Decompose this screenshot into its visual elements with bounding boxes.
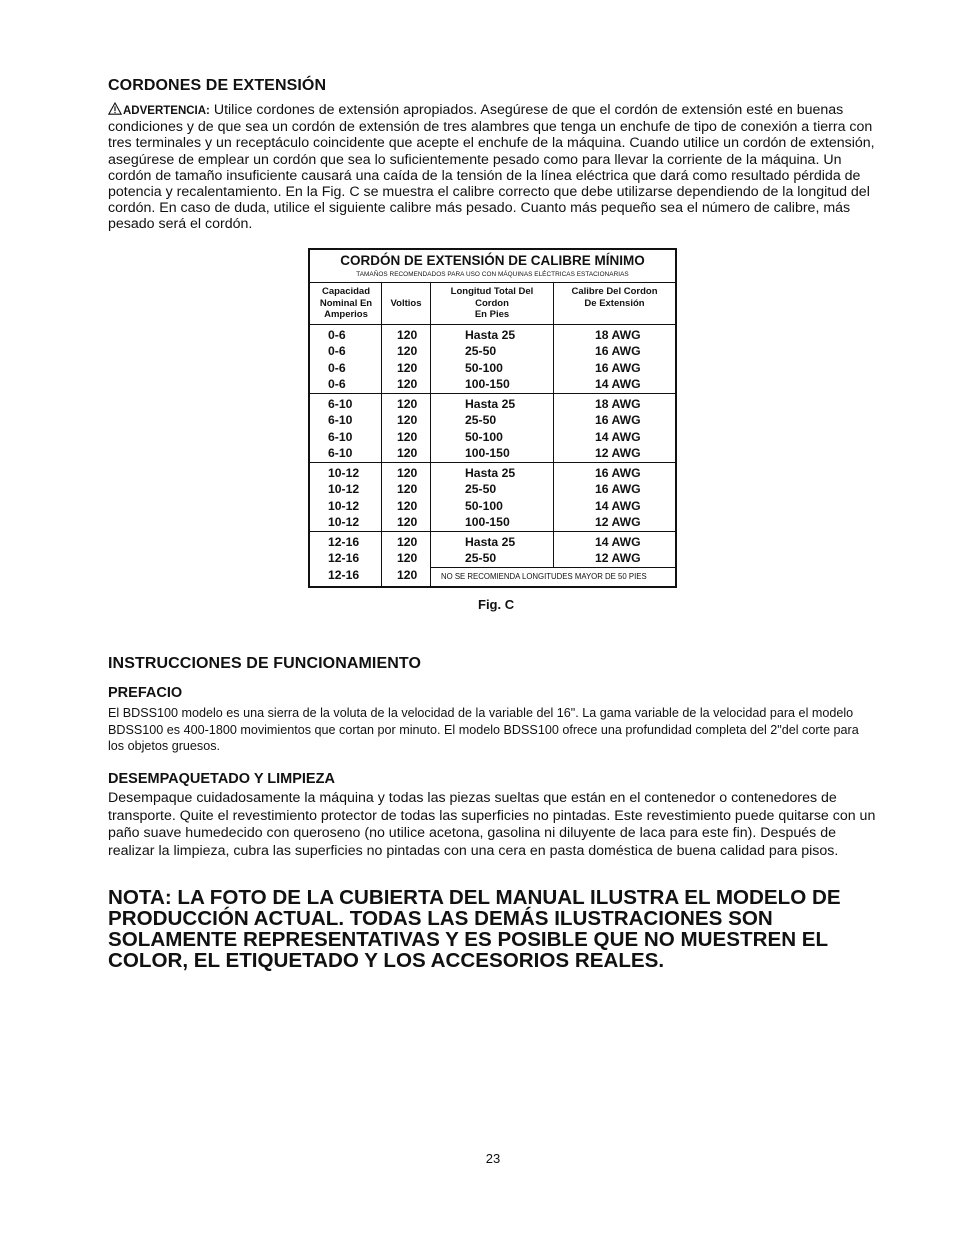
table-rule bbox=[310, 282, 675, 283]
figure-caption: Fig. C bbox=[478, 597, 515, 612]
table-group-amps: 12-16 12-16 12-16 bbox=[328, 535, 360, 582]
table-group-volts: 120 120 120 120 bbox=[397, 466, 418, 530]
table-group-gauge: 16 AWG 16 AWG 14 AWG 12 AWG bbox=[595, 466, 641, 530]
header-amps: Capacidad Nominal En Amperios bbox=[319, 286, 373, 321]
table-rule bbox=[430, 567, 675, 568]
table-group-length: Hasta 25 25-50 50-100 100-150 bbox=[465, 466, 516, 530]
unpacking-heading: DESEMPAQUETADO Y LIMPIEZA bbox=[108, 771, 335, 787]
table-group-gauge: 18 AWG 16 AWG 14 AWG 12 AWG bbox=[595, 397, 641, 461]
table-group-amps: 0-6 0-6 0-6 0-6 bbox=[328, 328, 346, 392]
table-group-length: Hasta 25 25-50 50-100 100-150 bbox=[465, 328, 516, 392]
header-volts: Voltios bbox=[390, 298, 422, 309]
preface-heading: PREFACIO bbox=[108, 685, 183, 701]
table-group-gauge: 18 AWG 16 AWG 16 AWG 14 AWG bbox=[595, 328, 641, 392]
unpacking-paragraph: Desempaque cuidadosamente la máquina y todas las piezas sueltas que están en el contenedor o contenedores de transporte. Quite el revestimiento protector de todas las superficies no pintadas. Este revestimiento puede quitarse con un paño suave humedecido con queroseno (no utilice acetona, gasolina ni diluyente de laca para este fin). Después de realizar la limpieza, cubra las superficies no pintadas con una cera en pasta doméstica de buena calidad para pisos. bbox=[108, 790, 876, 859]
table-group-gauge: 14 AWG 12 AWG bbox=[595, 535, 641, 566]
cover-photo-note: NOTA: LA FOTO DE LA CUBIERTA DEL MANUAL ILUSTRA EL MODELO DE PRODUCCIÓN ACTUAL. TODAS LAS DEMÁS ILUSTRACIONES SON SOLAMENTE REPRESENTATIVAS Y ES POSIBLE QUE NO MUESTREN EL COLOR, EL ETIQUETADO Y LOS ACCESORIOS REALES. bbox=[108, 886, 841, 972]
table-group-volts: 120 120 120 bbox=[397, 535, 418, 582]
header-length: Longitud Total Del Cordon En Pies bbox=[450, 286, 534, 321]
table-column-divider bbox=[553, 282, 554, 567]
table-rule bbox=[310, 531, 675, 532]
warning-text: Utilice cordones de extensión apropiados. Asegúrese de que el cordón de extensión esté en buenas condiciones y de que sea un cordón de extensión de tres alambres que tenga un enchufe de tipo de conexión a tierra con tres terminales y un receptáculo coincidente que acepte el enchufe de la máquina. Cuando utilice un cordón de extensión, asegúrese de emplear un cordón que sea lo suficientemente pesado como para llevar la corriente de la máquina. Un cordón de tamaño insuficiente causará una caída de la tensión de la línea eléctrica que dará como resultado pérdida de potencia y recalentamiento. En la Fig. C se muestra el calibre correcto que debe utilizarse dependiendo de la longitud del cordón. En caso de duda, utilice el siguiente calibre más pesado. Cuanto más pequeño sea el número de calibre, más pesado será el cordón. bbox=[108, 102, 875, 233]
table-subtitle: TAMAÑOS RECOMENDADOS PARA USO CON MÁQUINAS ELÉCTRICAS ESTACIONARIAS bbox=[356, 271, 629, 278]
page-number: 23 bbox=[485, 1151, 501, 1166]
extension-cords-warning-paragraph bbox=[108, 102, 883, 233]
preface-paragraph: El BDSS100 modelo es una sierra de la voluta de la velocidad de la variable del 16". La gama variable de la velocidad para el modelo BDSS100 es 400-1800 movimientos que cortan por minuto. El modelo BDSS100 ofrece una profundidad completa del 2"del corte para los objetos gruesos. bbox=[108, 706, 859, 753]
table-group-volts: 120 120 120 120 bbox=[397, 397, 418, 461]
table-group-amps: 6-10 6-10 6-10 6-10 bbox=[328, 397, 353, 461]
table-rule bbox=[310, 462, 675, 463]
table-group-amps: 10-12 10-12 10-12 10-12 bbox=[328, 466, 360, 530]
extension-cord-gauge-table bbox=[308, 248, 677, 588]
extension-cords-heading: CORDONES DE EXTENSIÓN bbox=[108, 77, 327, 94]
table-note: NO SE RECOMIENDA LONGITUDES MAYOR DE 50 PIES bbox=[441, 572, 647, 581]
table-rule bbox=[310, 393, 675, 394]
table-rule bbox=[310, 324, 675, 325]
header-gauge: Calibre Del Cordon De Extensión bbox=[571, 286, 658, 309]
table-group-volts: 120 120 120 120 bbox=[397, 328, 418, 392]
table-column-divider bbox=[381, 282, 382, 586]
table-column-divider bbox=[430, 282, 431, 586]
table-group-length: Hasta 25 25-50 50-100 100-150 bbox=[465, 397, 516, 461]
table-group-length: Hasta 25 25-50 bbox=[465, 535, 516, 566]
operation-instructions-heading: INSTRUCCIONES DE FUNCIONAMIENTO bbox=[108, 655, 422, 672]
warning-triangle-icon bbox=[108, 102, 122, 115]
table-title: CORDÓN DE EXTENSIÓN DE CALIBRE MÍNIMO bbox=[340, 253, 645, 268]
warning-label: ADVERTENCIA: bbox=[123, 105, 210, 117]
